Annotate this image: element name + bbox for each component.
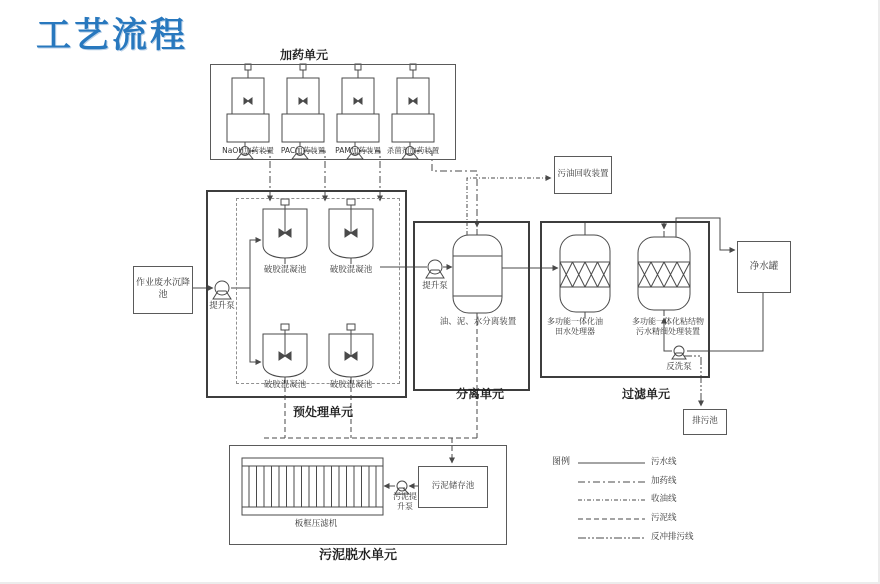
filter-press-label: 板框压滤机 bbox=[294, 519, 338, 529]
coagulation-tank-label: 破胶混凝池 bbox=[263, 265, 307, 275]
filtration-unit-frame bbox=[540, 221, 710, 378]
separation-unit-label: 分离单元 bbox=[455, 387, 504, 401]
filtration-unit-label: 过滤单元 bbox=[621, 387, 670, 401]
dosing-device-label: PAM加药装置 bbox=[335, 146, 381, 155]
legend-item-label: 污水线 bbox=[651, 457, 677, 467]
legend-item-label: 污泥线 bbox=[651, 513, 677, 523]
separation-pump-label: 提升泵 bbox=[422, 281, 448, 291]
page-title: 工艺流程 bbox=[36, 16, 189, 56]
coagulation-tank-label: 破胶混凝池 bbox=[329, 265, 373, 275]
filter-vessel-a-label: 多功能一体化油田水处理器 bbox=[547, 317, 603, 337]
backwash-pump-label: 反洗泵 bbox=[666, 362, 692, 372]
clean-water-tank-box: 净水罐 bbox=[737, 241, 791, 293]
sludge-unit-label: 污泥脱水单元 bbox=[318, 548, 397, 563]
dosing-device-label: 杀菌剂加药装置 bbox=[386, 146, 440, 155]
pretreatment-inner-boundary bbox=[236, 198, 400, 384]
separation-unit-frame bbox=[413, 221, 530, 391]
settling-tank-box: 作业废水沉降池 bbox=[133, 266, 193, 314]
legend-line-samples bbox=[578, 463, 645, 538]
legend-item-label: 收油线 bbox=[651, 494, 677, 504]
separator-label: 油、泥、水分离装置 bbox=[439, 317, 517, 327]
dosing-unit-label: 加药单元 bbox=[279, 48, 328, 62]
legend-title: 图例 bbox=[551, 457, 570, 467]
sludge-pump-label: 污泥提升泵 bbox=[393, 492, 417, 512]
legend-item-label: 反冲排污线 bbox=[651, 532, 694, 542]
dosing-device-label: PAC加药装置 bbox=[280, 146, 326, 155]
oil-recovery-box: 污油回收装置 bbox=[554, 156, 612, 194]
sludge-storage-box: 污泥储存池 bbox=[418, 466, 488, 508]
coagulation-tank-label: 破胶混凝池 bbox=[329, 380, 373, 390]
dosing-device-label: NaOH加药装置 bbox=[222, 146, 274, 155]
legend-item-label: 加药线 bbox=[651, 476, 677, 486]
filter-vessel-b-label: 多功能一体化粘结物污水精细处理装置 bbox=[632, 317, 704, 337]
drain-pool-box: 排污池 bbox=[683, 409, 727, 435]
coagulation-tank-label: 破胶混凝池 bbox=[263, 380, 307, 390]
pretreatment-unit-label: 预处理单元 bbox=[292, 405, 353, 419]
feed-pump-label: 提升泵 bbox=[209, 301, 235, 311]
